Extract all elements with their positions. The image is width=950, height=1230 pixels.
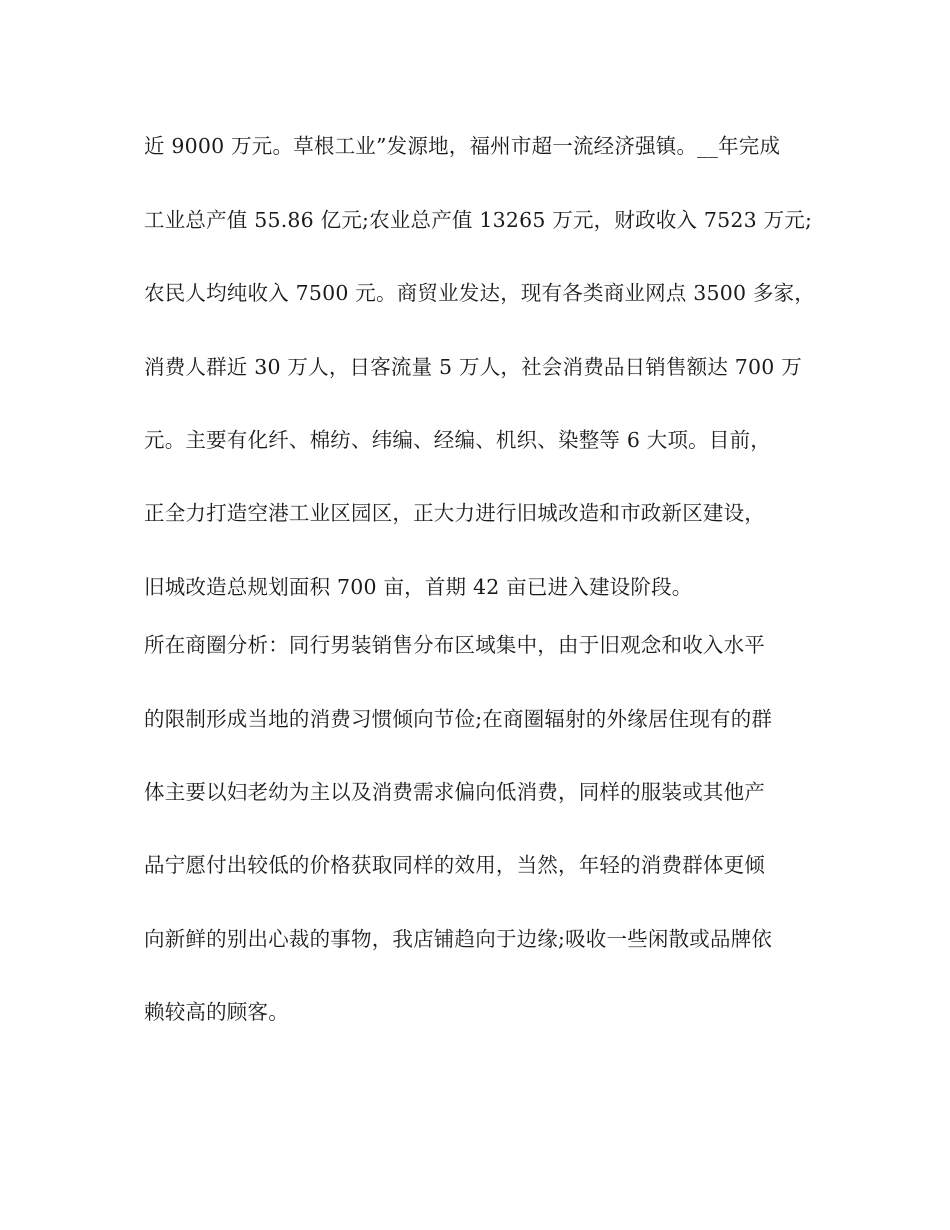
text-line: 体主要以妇老幼为主以及消费需求偏向低消费，同样的服装或其他产 <box>144 780 765 804</box>
text-line: 正全力打造空港工业区园区，正大力进行旧城改造和市政新区建设， <box>144 501 765 525</box>
text-line: 赖较高的顾客。 <box>144 1000 289 1024</box>
text-line: 向新鲜的别出心裁的事物，我店铺趋向于边缘;吸收一些闲散或品牌依 <box>144 927 773 951</box>
text-line: 品宁愿付出较低的价格获取同样的效用，当然，年轻的消费群体更倾 <box>144 853 765 877</box>
text-line: 近 9000 万元。草根工业”发源地，福州市超一流经济强镇。__年完成 <box>144 134 781 158</box>
text-line: 旧城改造总规划面积 700 亩，首期 42 亩已进入建设阶段。 <box>144 575 693 599</box>
text-line: 农民人均纯收入 7500 元。商贸业发达，现有各类商业网点 3500 多家， <box>144 281 816 305</box>
text-line: 所在商圈分析：同行男装销售分布区域集中，由于旧观念和收入水平 <box>144 633 765 657</box>
text-line: 元。主要有化纤、棉纺、纬编、经编、机织、染整等 6 大项。目前， <box>144 428 771 452</box>
text-line: 的限制形成当地的消费习惯倾向节俭;在商圈辐射的外缘居住现有的群 <box>144 707 773 731</box>
text-line: 工业总产值 55.86 亿元;农业总产值 13265 万元，财政收入 7523 万元; <box>144 208 813 232</box>
text-line: 消费人群近 30 万人，日客流量 5 万人，社会消费品日销售额达 700 万 <box>144 355 802 379</box>
